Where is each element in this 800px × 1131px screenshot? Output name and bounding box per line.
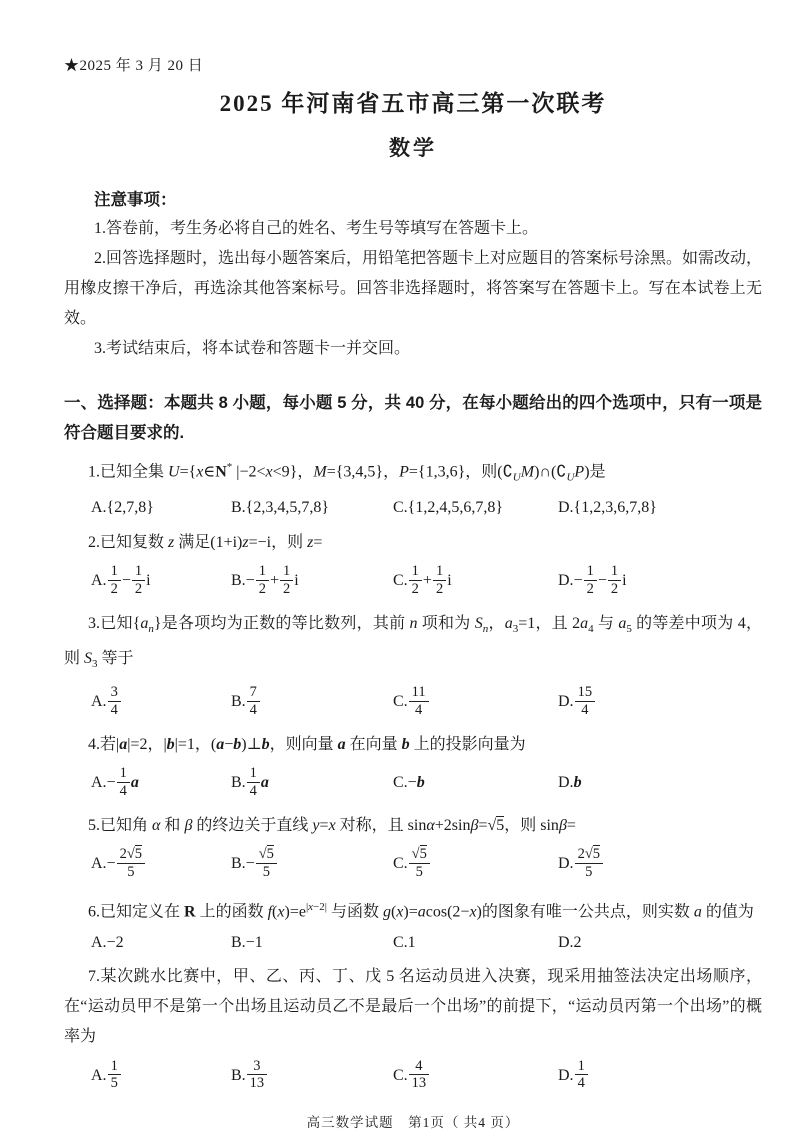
- question-7-option-d: D. $\frac{1}{4}$: [558, 1059, 762, 1093]
- notice-item-2: 2.回答选择题时，选出每小题答案后，用铅笔把答题卡上对应题目的答案标号涂黑。如需改动，用橡皮擦干净后，再选涂其他答案标号。回答非选择题时，将答案写在答题卡上。写在本试卷上无效。: [64, 250, 763, 327]
- question-2-option-c: C. $\frac{1}{2}$ + $\frac{1}{2}$ i: [393, 562, 452, 597]
- question-4-option-d: D.b: [558, 774, 582, 792]
- question-4-option-a: A.− $\frac{1}{4}$ a: [91, 765, 139, 799]
- question-1-option-b: B.{2,3,4,5,7,8}: [231, 499, 330, 517]
- question-7-option-a: A. $\frac{1}{5}$: [91, 1059, 231, 1093]
- question-4-options: [91, 760, 762, 807]
- question-7-option-c: C. $\frac{4}{13}$: [393, 1059, 558, 1093]
- exam-title: 2025 年河南省五市高三第一次联考: [219, 91, 607, 116]
- question-5-option-c: C. $\frac{√5}{5}$: [393, 847, 558, 881]
- question-3-option-a: A. $\frac{3}{4}$: [91, 685, 231, 719]
- question-5-options: [91, 841, 762, 888]
- question-6-options: [91, 927, 762, 958]
- question-4-option-c: C.−b: [393, 774, 425, 792]
- star-icon: ★: [64, 58, 80, 74]
- question-2-stem: 2.已知复数 z 满足(1+i)z=−i，则 z=: [88, 533, 323, 551]
- date-line: [64, 54, 762, 75]
- notice-item-1: 1.答卷前，考生务必将自己的姓名、考生号等填写在答题卡上。: [94, 220, 539, 237]
- question-4-option-b: B. $\frac{1}{4}$ a: [231, 765, 269, 799]
- question-6-option-d: D.2: [558, 933, 582, 951]
- question-1-option-d: D.{1,2,3,6,7,8}: [558, 499, 657, 517]
- question-2: [64, 528, 762, 605]
- question-3-option-c: C. $\frac{11}{4}$: [393, 685, 558, 719]
- question-1-option-c: C.{1,2,4,5,6,7,8}: [393, 499, 504, 517]
- exam-subject: 数学: [389, 136, 437, 160]
- question-3-option-b: B. $\frac{7}{4}$: [231, 685, 393, 719]
- question-3: [64, 609, 762, 726]
- question-5-option-a: A.− $\frac{2√5}{5}$: [91, 847, 231, 881]
- question-1-option-a: A.{2,7,8}: [91, 499, 154, 517]
- notice-heading: 注意事项：: [94, 191, 177, 209]
- question-2-options: [91, 558, 762, 605]
- question-2-option-b: B.− $\frac{1}{2}$ + $\frac{1}{2}$ i: [231, 562, 299, 597]
- question-6: [64, 892, 762, 958]
- question-2-option-d: D.− $\frac{1}{2}$ − $\frac{1}{2}$ i: [558, 562, 627, 597]
- question-1-stem: 1.已知全集 U={x∈N* |−2<x<9}，M={3,4,5}，P={1,3,6}，则$(∁_UM)\cap(∁_UP)$是: [88, 461, 606, 484]
- question-6-option-a: A.−2: [91, 933, 124, 951]
- question-7: [64, 962, 762, 1099]
- question-6-option-c: C.1: [393, 933, 416, 951]
- question-7-stem: 7.某次跳水比赛中，甲、乙、丙、丁、戊 5 名运动员进入决赛，现采用抽签法决定出场顺序，在“运动员甲不是第一个出场且运动员乙不是最后一个出场”的前提下，“运动员丙第一个出场”的概率为: [64, 968, 762, 1046]
- question-5-option-d: D. $\frac{2√5}{5}$: [558, 847, 762, 881]
- date-text: 2025 年 3 月 20 日: [79, 58, 204, 74]
- question-7-option-b: B. $\frac{3}{13}$: [231, 1059, 393, 1093]
- question-7-options: [91, 1052, 762, 1099]
- question-5-stem: 5.已知角 α 和 β 的终边关于直线 y=x 对称，且 sinα+2sinβ=√5，则 sinβ=: [88, 816, 576, 834]
- question-4-stem: 4.若|a|=2，|b|=1，(a−b)⊥b，则向量 a 在向量 b 上的投影向量为: [88, 735, 526, 753]
- notice-item-3: 3.考试结束后，将本试卷和答题卡一并交回。: [94, 340, 411, 357]
- page-footer: 高三数学试题 第1页（ 共4 页）: [306, 1115, 520, 1131]
- question-3-stem: 3.已知$\{a_n\}$是各项均为正数的等比数列，其前 n 项和为 $S_n$，$a_3=1$，且 $2a_4$ 与 $a_5$ 的等差中项为 4，则 $S_3$ 等于: [64, 614, 762, 670]
- question-5: [64, 811, 762, 888]
- question-2-option-a: A. $\frac{1}{2}$ − $\frac{1}{2}$ i: [91, 562, 151, 597]
- question-4: [64, 730, 762, 807]
- question-1: [64, 452, 762, 524]
- question-1-options: [91, 493, 762, 524]
- question-3-option-d: D. $\frac{15}{4}$: [558, 685, 762, 719]
- question-6-option-b: B.−1: [231, 933, 263, 951]
- question-5-option-b: B.− $\frac{√5}{5}$: [231, 847, 393, 881]
- question-3-options: [91, 679, 762, 726]
- section-1-heading: 一、选择题：本题共 8 小题，每小题 5 分，共 40 分，在每小题给出的四个选项中，只有一项是符合题目要求的.: [64, 394, 762, 442]
- question-6-stem: 6.已知定义在 R 上的函数 $f(x)=e^{|x-2|}$ 与函数 g(x)=acos(2−x)的图象有唯一公共点，则实数 a 的值为: [88, 900, 754, 921]
